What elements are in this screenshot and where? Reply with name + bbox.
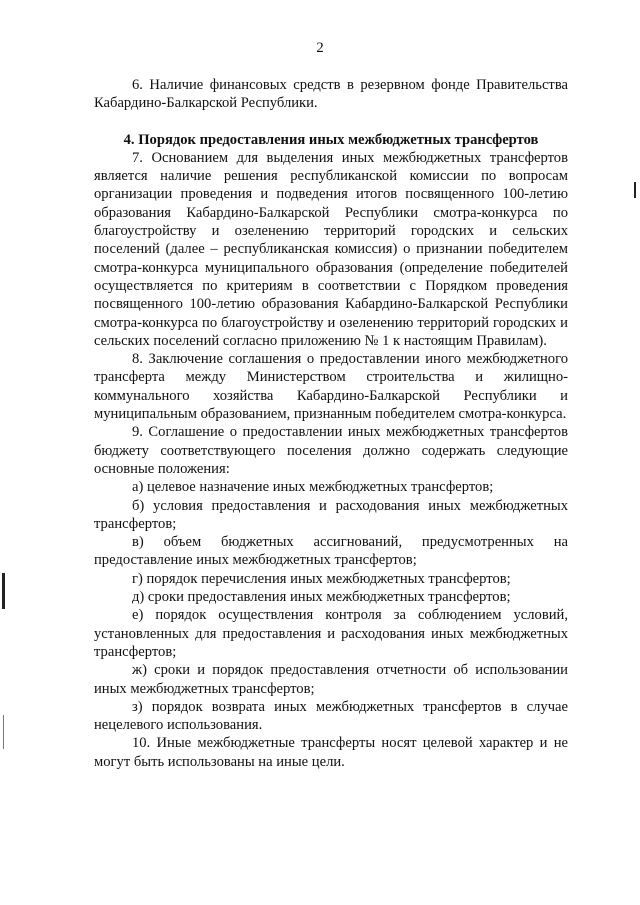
provision-item-b: б) условия предоставления и расходования иных межбюджетных трансфертов; <box>94 497 568 532</box>
provision-item-v: в) объем бюджетных ассигнований, предусмотренных на предоставление иных межбюджетных трансфертов; <box>94 534 568 569</box>
section-4-heading: 4. Порядок предоставления иных межбюджетных трансфертов <box>123 131 539 148</box>
document-body <box>94 76 568 771</box>
scan-margin-mark <box>3 715 4 749</box>
paragraph-10: 10. Иные межбюджетные трансферты носят целевой характер и не могут быть использованы на иные цели. <box>94 735 568 770</box>
page-number: 2 <box>316 40 324 56</box>
provision-item-zh: ж) сроки и порядок предоставления отчетности об использовании иных межбюджетных трансфертов; <box>94 662 568 697</box>
provision-item-d: д) сроки предоставления иных межбюджетных трансфертов; <box>132 589 511 606</box>
scan-margin-mark <box>634 182 636 198</box>
paragraph-9: 9. Соглашение о предоставлении иных межбюджетных трансфертов бюджету соответствующего поселения должно содержать следующие основные положения: <box>94 424 568 477</box>
provision-item-z: з) порядок возврата иных межбюджетных трансфертов в случае нецелевого использования. <box>94 698 568 734</box>
paragraph-8: 8. Заключение соглашения о предоставлении иного межбюджетного трансферта между Министерством строительства и жилищно-коммунального хозяйства Кабардино-Балкарской Республики и муниципальным образованием, признанным победителем смотра-конкурса. <box>94 351 568 423</box>
provision-item-e: е) порядок осуществления контроля за соблюдением условий, установленных для предоставления и расходования иных межбюджетных трансфертов; <box>94 607 568 660</box>
item-6-paragraph: 6. Наличие финансовых средств в резервном фонде Правительства Кабардино-Балкарской Республики. <box>94 77 568 112</box>
scan-margin-mark <box>2 573 5 609</box>
provision-item-a: а) целевое назначение иных межбюджетных трансфертов; <box>132 479 494 496</box>
paragraph-7: 7. Основанием для выделения иных межбюджетных трансфертов является наличие решения республиканской комиссии по вопросам организации проведения и подведения итогов посвященного 100-летию образования Кабардино-Балкарской Республики смотра-конкурса по благоустройству и озеленению территорий городских и сельских поселений (далее – республиканская комиссия) о признании победителем смотра-конкурса муниципального образования (определение победителей осуществляется по критериям в соответствии с Порядком проведения посвященного 100-летию образования Кабардино-Балкарской Республики смотра-конкурса по благоустройству и озеленению территорий городских и сельских поселений согласно приложению № 1 к настоящим Правилам). <box>94 149 568 349</box>
provision-item-g: г) порядок перечисления иных межбюджетных трансфертов; <box>132 570 511 587</box>
